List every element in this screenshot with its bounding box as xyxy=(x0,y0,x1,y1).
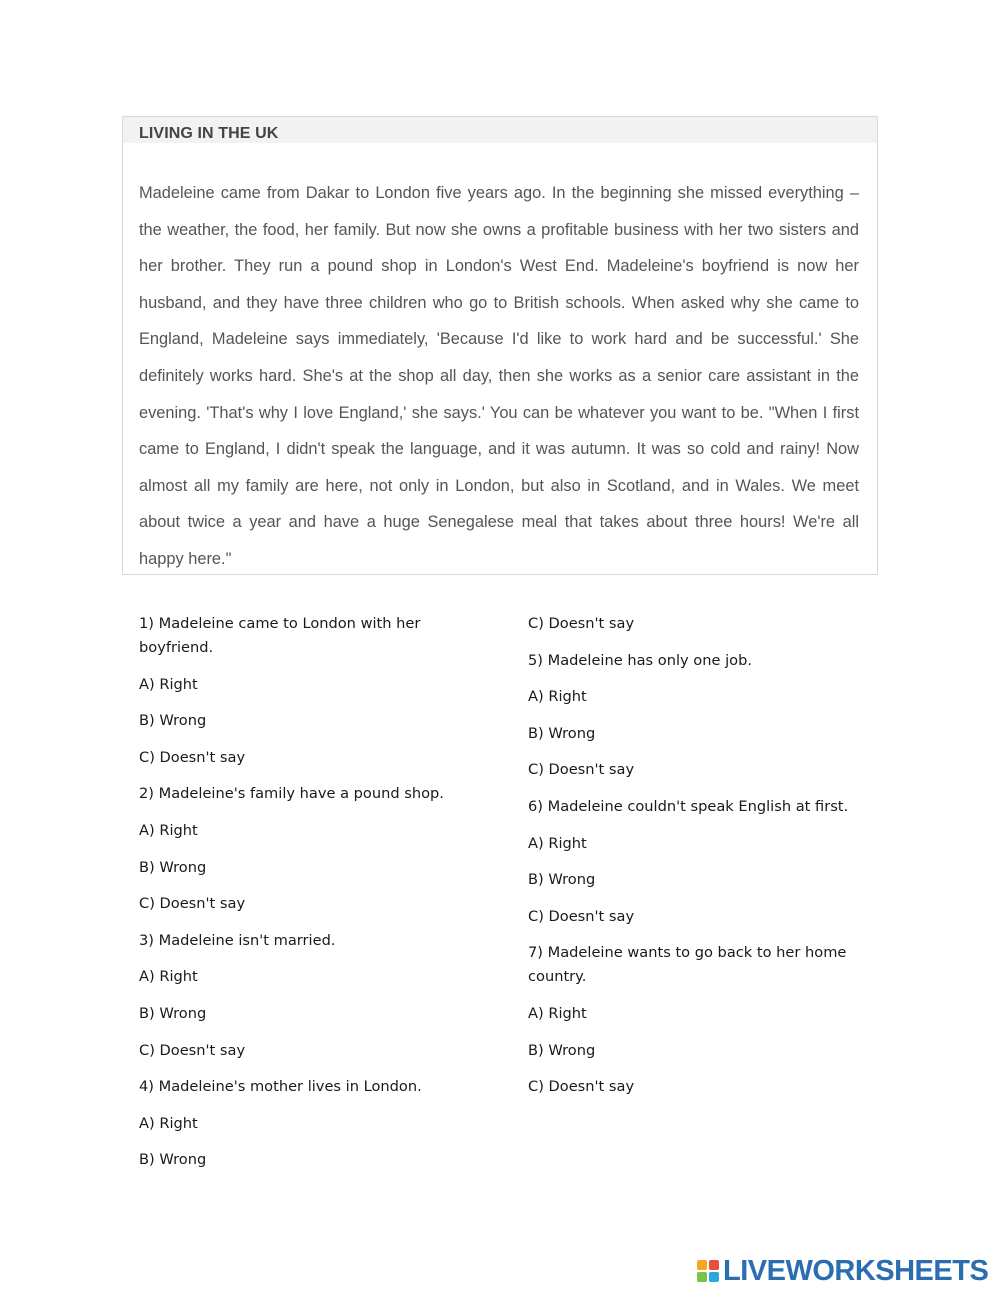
reading-title: LIVING IN THE UK xyxy=(123,117,877,143)
logo-block xyxy=(697,1260,707,1270)
answer-option[interactable]: C) Doesn't say xyxy=(528,761,635,779)
answer-option[interactable]: C) Doesn't say xyxy=(528,1078,635,1096)
reading-passage-box xyxy=(122,116,878,575)
logo-block xyxy=(709,1260,719,1270)
answer-option[interactable]: A) Right xyxy=(139,821,198,839)
answer-option[interactable]: A) Right xyxy=(139,1114,198,1132)
logo-icon xyxy=(697,1260,719,1282)
logo-block xyxy=(697,1272,707,1282)
answer-option[interactable]: C) Doesn't say xyxy=(528,907,635,925)
answer-option[interactable]: B) Wrong xyxy=(139,1151,207,1169)
answer-option[interactable]: A) Right xyxy=(528,1004,587,1022)
question-5: 5) Madeleine has only one job. xyxy=(528,651,752,669)
answer-option[interactable]: C) Doesn't say xyxy=(528,615,635,632)
question-3: 3) Madeleine isn't married. xyxy=(139,931,336,949)
answer-option[interactable]: B) Wrong xyxy=(139,1004,207,1022)
logo-block xyxy=(709,1272,719,1282)
answer-option[interactable]: B) Wrong xyxy=(528,871,596,889)
answer-option[interactable]: A) Right xyxy=(528,834,587,852)
logo-text: LIVEWORKSHEETS xyxy=(723,1254,989,1287)
answer-option[interactable]: B) Wrong xyxy=(139,858,207,876)
answer-option[interactable]: B) Wrong xyxy=(528,1041,596,1059)
reading-text: Madeleine came from Dakar to London five years ago. In the beginning she missed everything – the weather, the food, her family. But now she owns a profitable business with her two sisters and her brother. They run a pound shop in London's West End. Madeleine's boyfriend is now her husband, and they have three children who go to British schools. When asked why she came to England, Madeleine says immediately, 'Because I'd like to work hard and be successful.' She definitely works hard. She's at the shop all day, then she works as a senior care assistant in the evening. 'That's why I love England,' she says.' You can be whatever you want to be. "When I first came to England, I didn't speak the language, and it was autumn. It was so cold and rainy! Now almost all my family are here, not only in London, but also in Scotland, and in Wales. We meet about twice a year and have a huge Senegalese meal that takes about three hours! We're all happy here." xyxy=(139,184,859,568)
answer-option[interactable]: C) Doesn't say xyxy=(139,1041,246,1059)
question-7: 7) Madeleine wants to go back to her home country. xyxy=(528,944,847,986)
questions-right-column xyxy=(528,612,868,1112)
questions-left-column xyxy=(139,612,469,1185)
question-1: 1) Madeleine came to London with her boyfriend. xyxy=(139,615,421,656)
answer-option[interactable]: A) Right xyxy=(139,675,198,693)
question-6: 6) Madeleine couldn't speak English at first. xyxy=(528,797,849,815)
liveworksheets-logo xyxy=(697,1255,988,1287)
answer-option[interactable]: A) Right xyxy=(528,688,587,706)
answer-option[interactable]: C) Doesn't say xyxy=(139,748,246,766)
question-4: 4) Madeleine's mother lives in London. xyxy=(139,1078,422,1096)
answer-option[interactable]: B) Wrong xyxy=(528,724,596,742)
answer-option[interactable]: C) Doesn't say xyxy=(139,895,246,913)
answer-option[interactable]: B) Wrong xyxy=(139,712,207,730)
question-2: 2) Madeleine's family have a pound shop. xyxy=(139,785,444,803)
answer-option[interactable]: A) Right xyxy=(139,968,198,986)
